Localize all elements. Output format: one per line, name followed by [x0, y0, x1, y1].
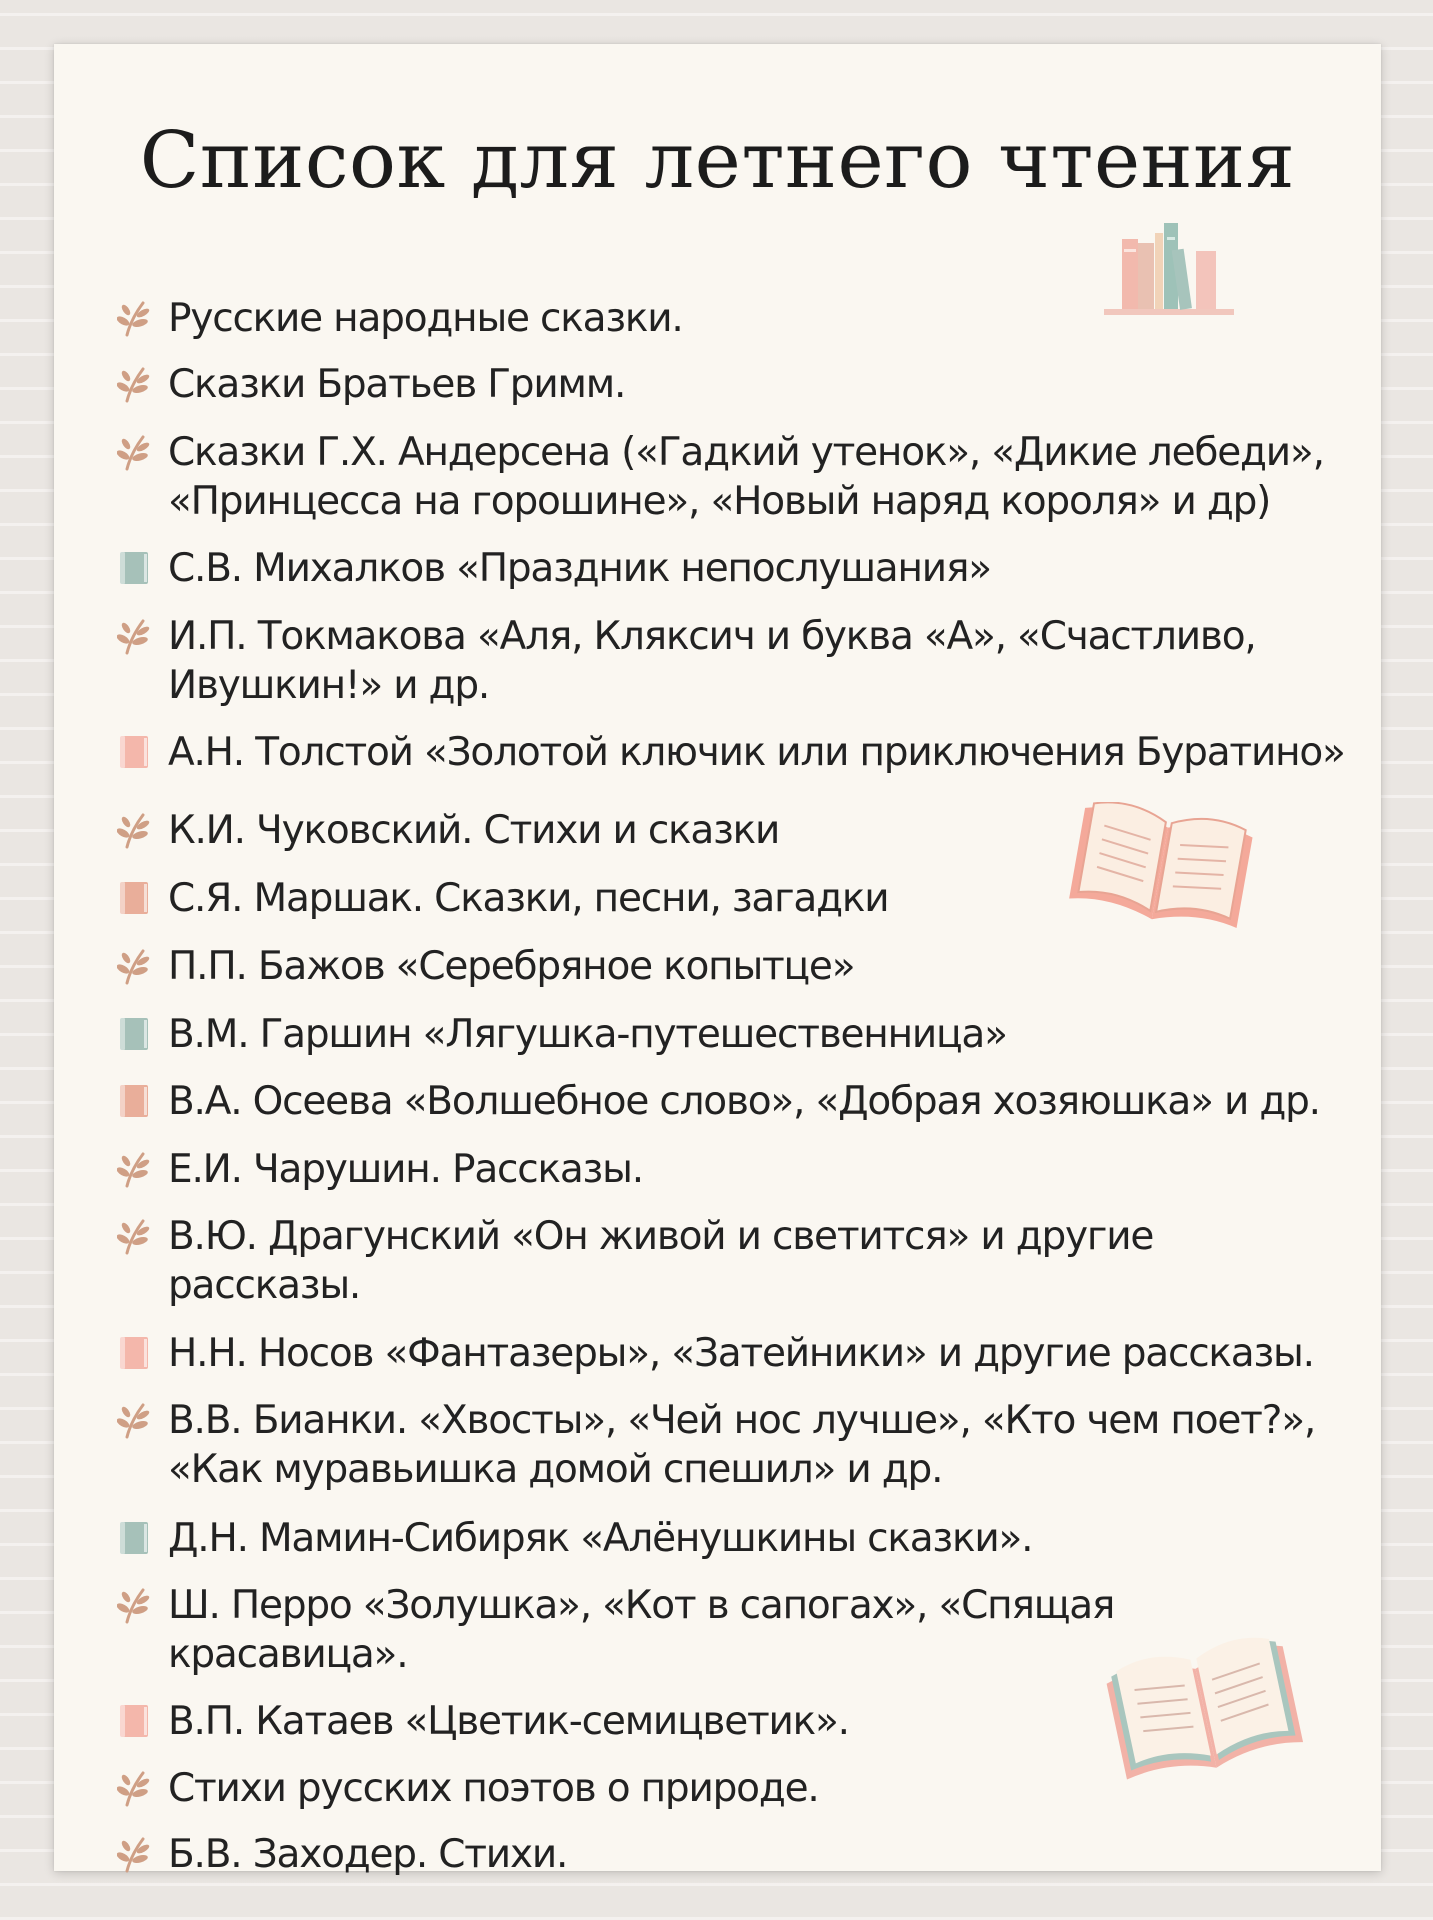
leaf-icon [112, 360, 156, 408]
list-item-line: Русские народные сказки. [168, 296, 683, 341]
leaf-icon [112, 428, 156, 476]
list-item-line: К.И. Чуковский. Стихи и сказки [168, 808, 780, 853]
list-item-line: Сказки Г.Х. Андерсена («Гадкий утенок», «Дикие лебеди», [168, 430, 1324, 475]
list-item [112, 1145, 1372, 1194]
list-item-line: «Принцесса на горошине», «Новый наряд короля» и др) [168, 479, 1271, 524]
leaf-icon [112, 1396, 156, 1444]
list-item-line: Д.Н. Мамин-Сибиряк «Алёнушкины сказки». [168, 1516, 1033, 1561]
list-item-line: Е.И. Чарушин. Рассказы. [168, 1147, 643, 1192]
leaf-icon [112, 1212, 156, 1260]
list-item-text [168, 612, 1256, 710]
list-item-text [168, 806, 779, 855]
list-item-text [168, 1697, 849, 1746]
list-item-text [168, 1329, 1314, 1378]
list-item-line: С.В. Михалков «Праздник непослушания» [168, 546, 991, 591]
list-item-text [168, 1010, 1007, 1059]
book-teal-icon [112, 1010, 156, 1058]
list-item [112, 1329, 1372, 1378]
list-item-text [168, 1145, 643, 1194]
list-item-text [168, 874, 888, 923]
list-item-text [168, 1514, 1032, 1563]
leaf-icon [112, 294, 156, 342]
list-item-text [168, 1830, 567, 1879]
book-pink-icon [112, 1697, 156, 1745]
list-item-line: Н.Н. Носов «Фантазеры», «Затейники» и другие рассказы. [168, 1331, 1314, 1376]
list-item-line: Стихи русских поэтов о природе. [168, 1766, 819, 1811]
list-item-text [168, 942, 854, 991]
list-item-text [168, 1764, 819, 1813]
list-item [112, 612, 1372, 710]
list-item-line: И.П. Токмакова «Аля, Кляксич и буква «А», «Счастливо, [168, 614, 1256, 659]
list-item-line: В.М. Гаршин «Лягушка-путешественница» [168, 1012, 1007, 1057]
list-item [112, 1077, 1372, 1126]
list-item [112, 942, 1372, 991]
book-teal-icon [112, 1514, 156, 1562]
list-item-line: В.П. Катаев «Цветик-семицветик». [168, 1699, 849, 1744]
leaf-icon [112, 1581, 156, 1629]
list-item-text [168, 360, 625, 409]
list-item [112, 1010, 1372, 1059]
list-item [112, 1396, 1372, 1494]
list-item-line: В.А. Осеева «Волшебное слово», «Добрая хозяюшка» и др. [168, 1079, 1320, 1124]
list-item-line: А.Н. Толстой «Золотой ключик или приключения Буратино» [168, 730, 1345, 775]
leaf-icon [112, 942, 156, 990]
book-pink-icon [112, 1329, 156, 1377]
list-item-line: Ивушкин!» и др. [168, 663, 490, 708]
list-item-line: С.Я. Маршак. Сказки, песни, загадки [168, 876, 889, 921]
leaf-icon [112, 1830, 156, 1878]
list-item [112, 1830, 1372, 1879]
leaf-icon [112, 806, 156, 854]
leaf-icon [112, 1145, 156, 1193]
list-item [112, 728, 1372, 777]
list-item-line: рассказы. [168, 1263, 361, 1308]
leaf-icon [112, 1764, 156, 1812]
list-item [112, 360, 1372, 409]
list-item [112, 428, 1372, 526]
list-item-line: «Как муравьишка домой спешил» и др. [168, 1447, 943, 1492]
list-item-text [168, 294, 683, 343]
list-item-line: В.Ю. Драгунский «Он живой и светится» и другие [168, 1214, 1154, 1259]
list-item-line: Сказки Братьев Гримм. [168, 362, 626, 407]
list-item-line: Б.В. Заходер. Стихи. [168, 1832, 568, 1877]
books-shelf-icon [1104, 219, 1234, 319]
leaf-icon [112, 612, 156, 660]
book-teal-icon [112, 544, 156, 592]
list-item-text [168, 428, 1324, 526]
list-item-line: Ш. Перро «Золушка», «Кот в сапогах», «Спящая [168, 1583, 1115, 1628]
list-item [112, 1514, 1372, 1563]
list-item [112, 544, 1372, 593]
list-item-text [168, 728, 1345, 777]
list-item-line: П.П. Бажов «Серебряное копытце» [168, 944, 855, 989]
list-item-text [168, 1212, 1153, 1310]
list-item-text [168, 1581, 1114, 1679]
list-item-line: красавица». [168, 1632, 408, 1677]
book-peach-icon [112, 874, 156, 922]
open-book-icon [1066, 802, 1256, 932]
page-title: Список для летнего чтения [139, 116, 1296, 206]
list-item-text [168, 1077, 1320, 1126]
list-item-text [168, 1396, 1315, 1494]
book-pink-icon [112, 728, 156, 776]
list-item [112, 1212, 1372, 1310]
list-item-text [168, 544, 991, 593]
open-book-icon [1104, 1634, 1304, 1784]
list-item-line: В.В. Бианки. «Хвосты», «Чей нос лучше», «Кто чем поет?», [168, 1398, 1316, 1443]
book-peach-icon [112, 1077, 156, 1125]
reading-list-card [54, 44, 1381, 1877]
